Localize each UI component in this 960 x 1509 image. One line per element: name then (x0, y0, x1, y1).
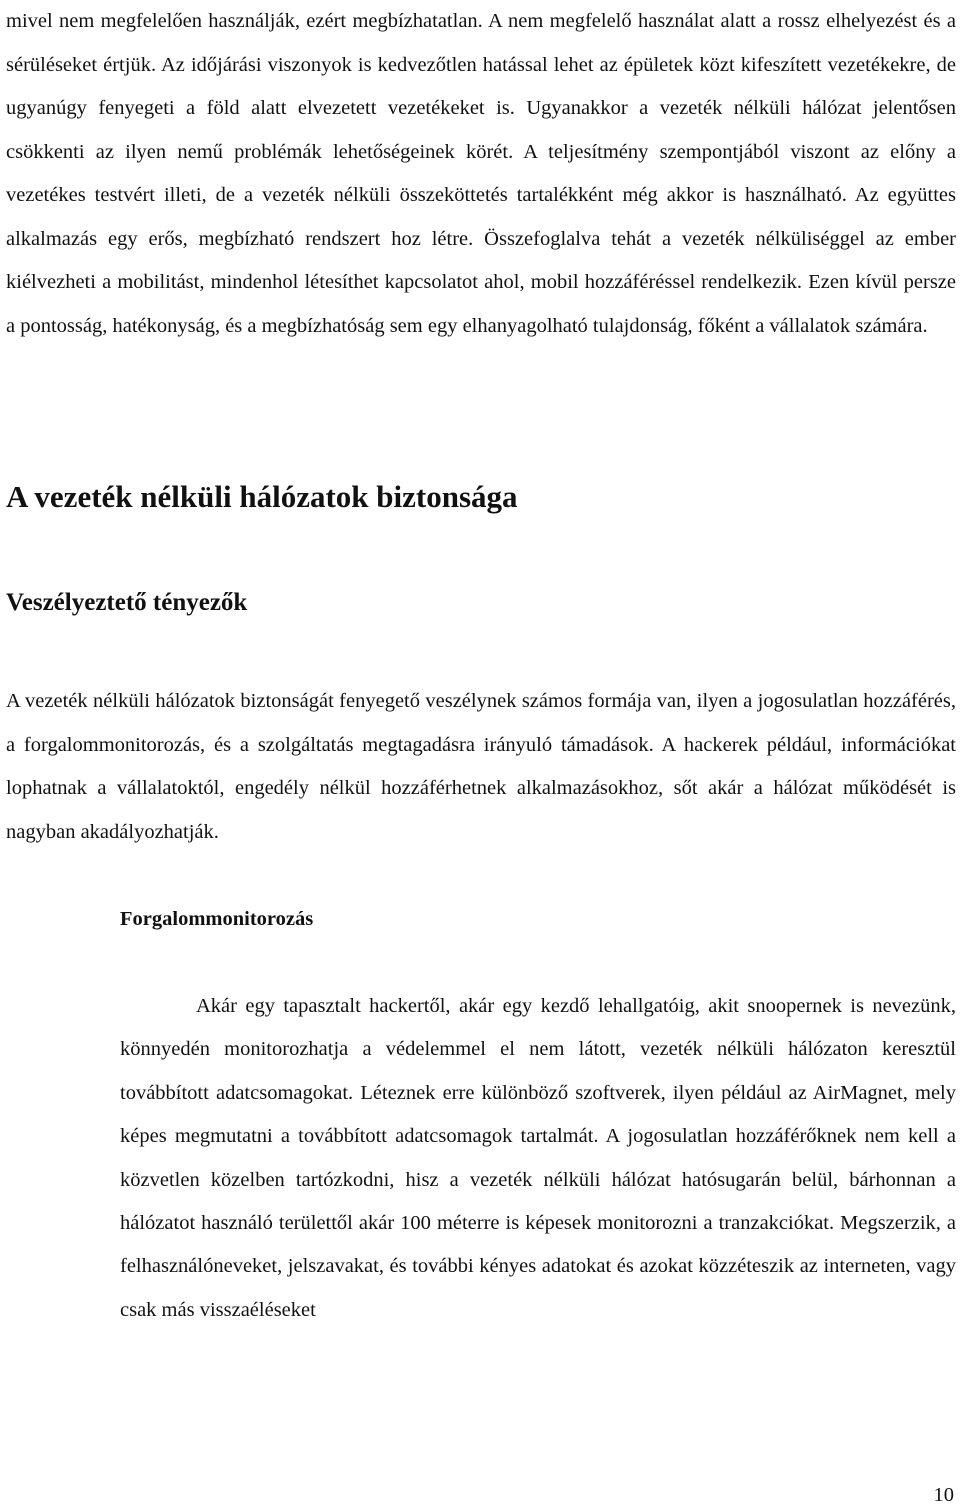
intro-paragraph: mivel nem megfelelően használják, ezért megbízhatatlan. A nem megfelelő használat alatt a rossz elhelyezést és a sérüléseket értjük. Az időjárási viszonyok is kedvezőtlen hatással lehet az épületek közt kifeszített vezetékekre, de ugyanúgy fenyegeti a föld alatt elvezetett vezetékeket is. Ugyanakkor a vezeték nélküli hálózat jelentősen csökkenti az ilyen nemű problémák lehetőségeinek körét. A teljesítmény szempontjából viszont az előny a vezetékes testvért illeti, de a vezeték nélküli összeköttetés tartalékként még akkor is használható. Az együttes alkalmazás egy erős, megbízható rendszert hoz létre. Összefoglalva tehát a vezeték nélküliséggel az ember kiélvezheti a mobilitást, mindenhol létesíthet kapcsolatot ahol, mobil hozzáféréssel rendelkezik. Ezen kívül persze a pontosság, hatékonyság, és a megbízhatóság sem egy elhanyagolható tulajdonság, főként a vállalatok számára. (6, 10, 956, 337)
subsection-heading: Veszélyeztető tényezők (6, 589, 248, 616)
threats-paragraph: A vezeték nélküli hálózatok biztonságát fenyegető veszélynek számos formája van, ilyen a jogosulatlan hozzáférés, a forgalommonitorozás, és a szolgáltatás megtagadásra irányuló támadások. A hackerek például, információkat lophatnak a vállalatoktól, engedély nélkül hozzáférhetnek alkalmazásokhoz, sőt akár a hálózat működését is nagyban akadályozhatják. (6, 690, 956, 843)
monitoring-paragraph: Akár egy tapasztalt hackertől, akár egy kezdő lehallgatóig, akit snoopernek is nevezünk, könnyedén monitorozhatja a védelemmel el nem látott, vezeték nélküli hálózaton keresztül továbbított adatcsomagokat. Léteznek erre különböző szoftverek, ilyen például az AirMagnet, mely képes megmutatni a továbbított adatcsomagok tartalmát. A jogosulatlan hozzáférőknek nem kell a közvetlen közelben tartózkodni, hisz a vezeték nélküli hálózat hatósugarán belül, bárhonnan a hálózatot használó területtől akár 100 méterre is képesek monitorozni a tranzakciókat. Megszerzik, a felhasználóneveket, jelszavakat, és további kényes adatokat és azokat közzéteszik az interneten, vagy csak más visszaéléseket (120, 995, 956, 1321)
page-number: 10 (933, 1484, 954, 1506)
subsubsection-heading: Forgalommonitorozás (120, 908, 314, 930)
section-heading: A vezeték nélküli hálózatok biztonsága (6, 479, 518, 514)
